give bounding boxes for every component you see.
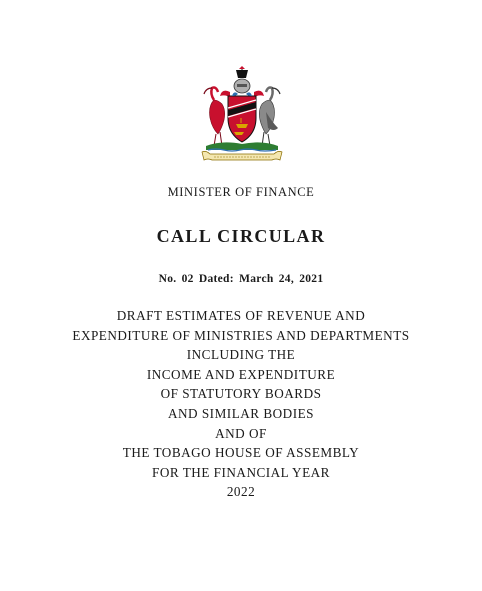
subject-line: OF STATUTORY BOARDS — [160, 386, 322, 402]
issuer-heading: MINISTER OF FINANCE — [167, 185, 315, 199]
subject-line: EXPENDITURE OF MINISTRIES AND DEPARTMENTS — [72, 327, 410, 343]
document-title: CALL CIRCULAR — [156, 226, 326, 246]
subject-line: INCLUDING THE — [186, 347, 296, 363]
subject-line: 2022 — [226, 484, 256, 500]
coat-of-arms-icon — [192, 66, 292, 162]
circular-subject — [0, 306, 482, 502]
subject-line: INCOME AND EXPENDITURE — [146, 366, 336, 382]
circular-number-date: No. 02 Dated: March 24, 2021 — [158, 273, 324, 285]
subject-line: AND SIMILAR BODIES — [167, 405, 314, 421]
subject-line: DRAFT ESTIMATES OF REVENUE AND — [116, 308, 366, 323]
subject-line: THE TOBAGO HOUSE OF ASSEMBLY — [122, 445, 360, 461]
subject-line: AND OF — [215, 425, 267, 441]
subject-line: FOR THE FINANCIAL YEAR — [152, 464, 330, 480]
